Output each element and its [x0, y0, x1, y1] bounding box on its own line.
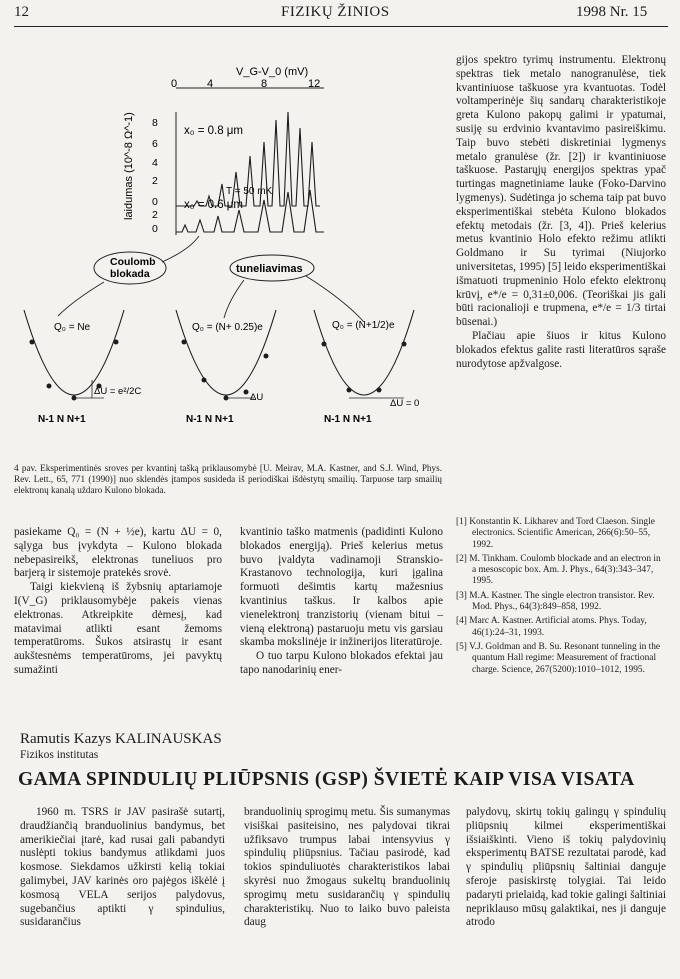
y-tick: 0 — [152, 223, 158, 235]
y-axis-label: laidumas (10^-8 Ω^-1) — [123, 112, 135, 220]
panel-3-q-label: Q₀ = (N+1/2)e — [332, 320, 395, 331]
header-rule — [14, 26, 668, 27]
article-column-3: palydovų, skirtų tokių galingų γ spindulių pliūpsnių kilmei eksperimentiškai išsiaiškinti. Vieno iš tokių palydovinių eksperimentų BATSE rezultatai parodė, kad γ spindulių pliūpsnių šaltiniai danguje sferoje pasiskirstę tolygiai. Tai leido padaryti prielaidą, kad tokie galingi šaltiniai nepriklauso mūsų galaktikai, nes ji danguje atrodo — [466, 806, 666, 929]
author-institute: Fizikos institutas — [20, 749, 99, 761]
x0-lower-label: x₀ = 0.6 μm — [184, 199, 244, 211]
right-column — [456, 54, 666, 371]
author-name: Ramutis Kazys KALINAUSKAS — [20, 731, 222, 747]
page-number: 12 — [14, 4, 29, 20]
y-tick: 0 — [152, 196, 158, 208]
panel-2-q-label: Q₀ = (N+ 0.25)e — [192, 322, 263, 333]
bubble-left-line1: Coulomb — [110, 256, 156, 268]
x0-upper-label: x₀ = 0.8 μm — [184, 125, 244, 137]
panel-1 — [24, 310, 141, 425]
bubble-right-label: tuneliavimas — [236, 263, 303, 275]
lower-left-paragraph-1: pasiekame Q₀ = (N + ½e), kartu ΔU = 0, sąlyga bus įvykdyta – Kulono blokada nebepasireikš, elektronas tuneliuos pro barjerą ir sistemoje pratekės srovė. — [14, 526, 222, 580]
panel-3-du-label: ΔU = 0 — [390, 398, 420, 409]
reference-item: [3] M.A. Kastner. The single electron transistor. Rev. Mod. Phys., 64(3):849–858, 1992. — [456, 590, 655, 613]
article-headline: GAMA SPINDULIŲ PLIŪPSNIS (GSP) ŠVIETĖ KAIP VISA VISATA — [18, 769, 635, 790]
y-tick: 2 — [152, 209, 158, 221]
references-list — [456, 517, 666, 679]
journal-title: FIZIKŲ ŽINIOS — [281, 4, 390, 20]
article-column-2: branduolinių sprogimų metu. Šis sumanymas visiškai pasiteisino, nes palydovai tikrai užfiksavo trumpus labai intensyvius γ spindulių pliūpsnius. Tačiau pasirodė, kad tokios spinduliuotės charakteristikos labai skyrėsi nuo žmogaus sukeltų branduolinių sprogimų metu susidarančių γ spindulių charakteristikų. Nuo to laiko buvo paleista daug — [244, 806, 450, 929]
y-tick: 6 — [152, 138, 158, 150]
lower-left-column — [14, 526, 222, 678]
right-paragraph-2: Plačiau apie šiuos ir kitus Kulono blokados efektus galite rasti literatūros sąraše nurodytose apžvalgose. — [456, 329, 666, 370]
bubble-left-line2: blokada — [110, 268, 150, 280]
panel-1-q-label: Q₀ = Ne — [54, 322, 91, 333]
lower-middle-paragraph-1: kvantinio taško matmenis (padidinti Kulono blokados energiją). Prieš kelerius metus buvo įvaldyta vadinamoji Stranskio-Krastanovo technologija, kuri įgalina formuoti dešimtis kartų mažesnius kvantinius taškus. Ir kalbos apie vienelektronį tranzistorių (vienam bitui – vieną elektroną) pastaruoju metu vis garsiau skamba mokslinėje ir inžinerijos literatūroje. — [240, 526, 443, 649]
y-tick: 8 — [152, 117, 158, 129]
lower-middle-paragraph-2: O tuo tarpu Kulono blokados efektai jau tapo nanodarinių ener- — [240, 650, 443, 676]
top-tick: 4 — [207, 78, 214, 90]
panel-1-du-label: ΔU = e²/2C — [94, 386, 142, 397]
right-paragraph-1: gijos spektro tyrimų instrumentu. Elektronų spektras tiek metalo nanogranulėse, tiek kvantiniuose taškuose yra kvantuotas. Todėl voltamperinėje šių sandarų charakteristikoje greta Kulono pakopų galimi ir ypatumai, susiję su erdvinio kvantavimo pasireiškimu. Taip buvo stebėti diskretiniai lygmenys metalo granulėse (žr. [2]) ir kvantiniuose taškuose. Pastarųjų energijos spektras ypač turtingas magnetiniame lauke (Foko-Darvino lygmenys). Sudėtinga jo schema taip pat buvo eksperimentiškai stebėta Kulono blokados efektų metodais (žr. [3, 4]). Prieš kelerius metus kvantinio Holo efekto režimu atlikti Goldmano ir Su tyrimai (Niujorko universitetas, 1995) [5] leido eksperimentiškai išmatuoti trupmeninio Holo efekto elektronų krūvį, e*/e = 0,31±0,006. (Teoriškai jis gali būti racionalioji e trupmena, e*/e = 1/3 tirtai būsenai.) — [456, 54, 666, 329]
y-tick: 4 — [152, 157, 158, 169]
issue-label: 1998 Nr. 15 — [576, 4, 648, 20]
panel-2 — [176, 310, 276, 425]
coulomb-blockade-figure — [14, 60, 446, 460]
reference-item: [1] Konstantin K. Likharev and Tord Claeson. Single electronics. Scientific American, 266(6):50–55, 1992. — [456, 517, 655, 550]
temperature-label: T = 50 mK — [226, 186, 273, 197]
top-tick: 12 — [308, 78, 321, 90]
lower-left-paragraph-2: Taigi kiekvieną iš žybsnių aptariamoje I(V_G) priklausomybėje pakeis vienas elektronas. Atkreipkite dėmesį, kad matavimai atlikti esant žemoms temperatūroms. Šukos atsirastų ir esant aukštesnėms temperatūroms, jei pavyktų sumažinti — [14, 581, 222, 676]
reference-item: [5] V.J. Goldman and B. Su. Resonant tunneling in the quantum Hall regime: Measurement of fractional charge. Science, 267(5200):1010–1012, 1995. — [456, 641, 661, 675]
reference-item: [2] M. Tinkham. Coulomb blockade and an electron in a mesoscopic box. Am. J. Phys., 64(3):343–347, 1995. — [456, 553, 661, 587]
panel-3-x-labels: N-1 N N+1 — [324, 414, 372, 425]
panel-1-x-labels: N-1 N N+1 — [38, 414, 86, 425]
panel-2-du-label: ΔU — [250, 392, 264, 403]
figure-caption: 4 pav. Eksperimentinės sroves per kvantinį tašką priklausomybė [U. Meirav, M.A. Kastner, and S.J. Wind, Phys. Rev. Lett., 65, 771 (1990)] nuo sklendės įtampos susideda iš periodiškai išdėstytų smailių. Tarpuose tarp smailių elektronų kanalą uždaro Kulono blokada. — [14, 463, 442, 495]
panel-3 — [314, 310, 419, 425]
panel-2-x-labels: N-1 N N+1 — [186, 414, 234, 425]
top-axis-label: V_G-V_0 (mV) — [236, 66, 309, 78]
lower-middle-column — [240, 526, 443, 678]
reference-item: [4] Marc A. Kastner. Artificial atoms. Phys. Today, 46(1):24–31, 1993. — [456, 616, 647, 638]
article-column-1: 1960 m. TSRS ir JAV pasirašė sutartį, draudžiančią branduolinius bandymus, bet amerikiečiai įtarė, kad rusai gali pabandyti nuslėpti tokius bandymus atlikdami juos kosmose. Siekdamos užkirsti kelią tokiai galimybei, JAV karinės oro pajėgos iškėlė į kosmosą VELA serijos palydovus, sugebančius aptikti γ spindulius, susidarančius — [20, 806, 225, 929]
y-tick: 2 — [152, 175, 158, 187]
top-tick: 0 — [171, 78, 178, 90]
top-tick: 8 — [261, 78, 268, 90]
